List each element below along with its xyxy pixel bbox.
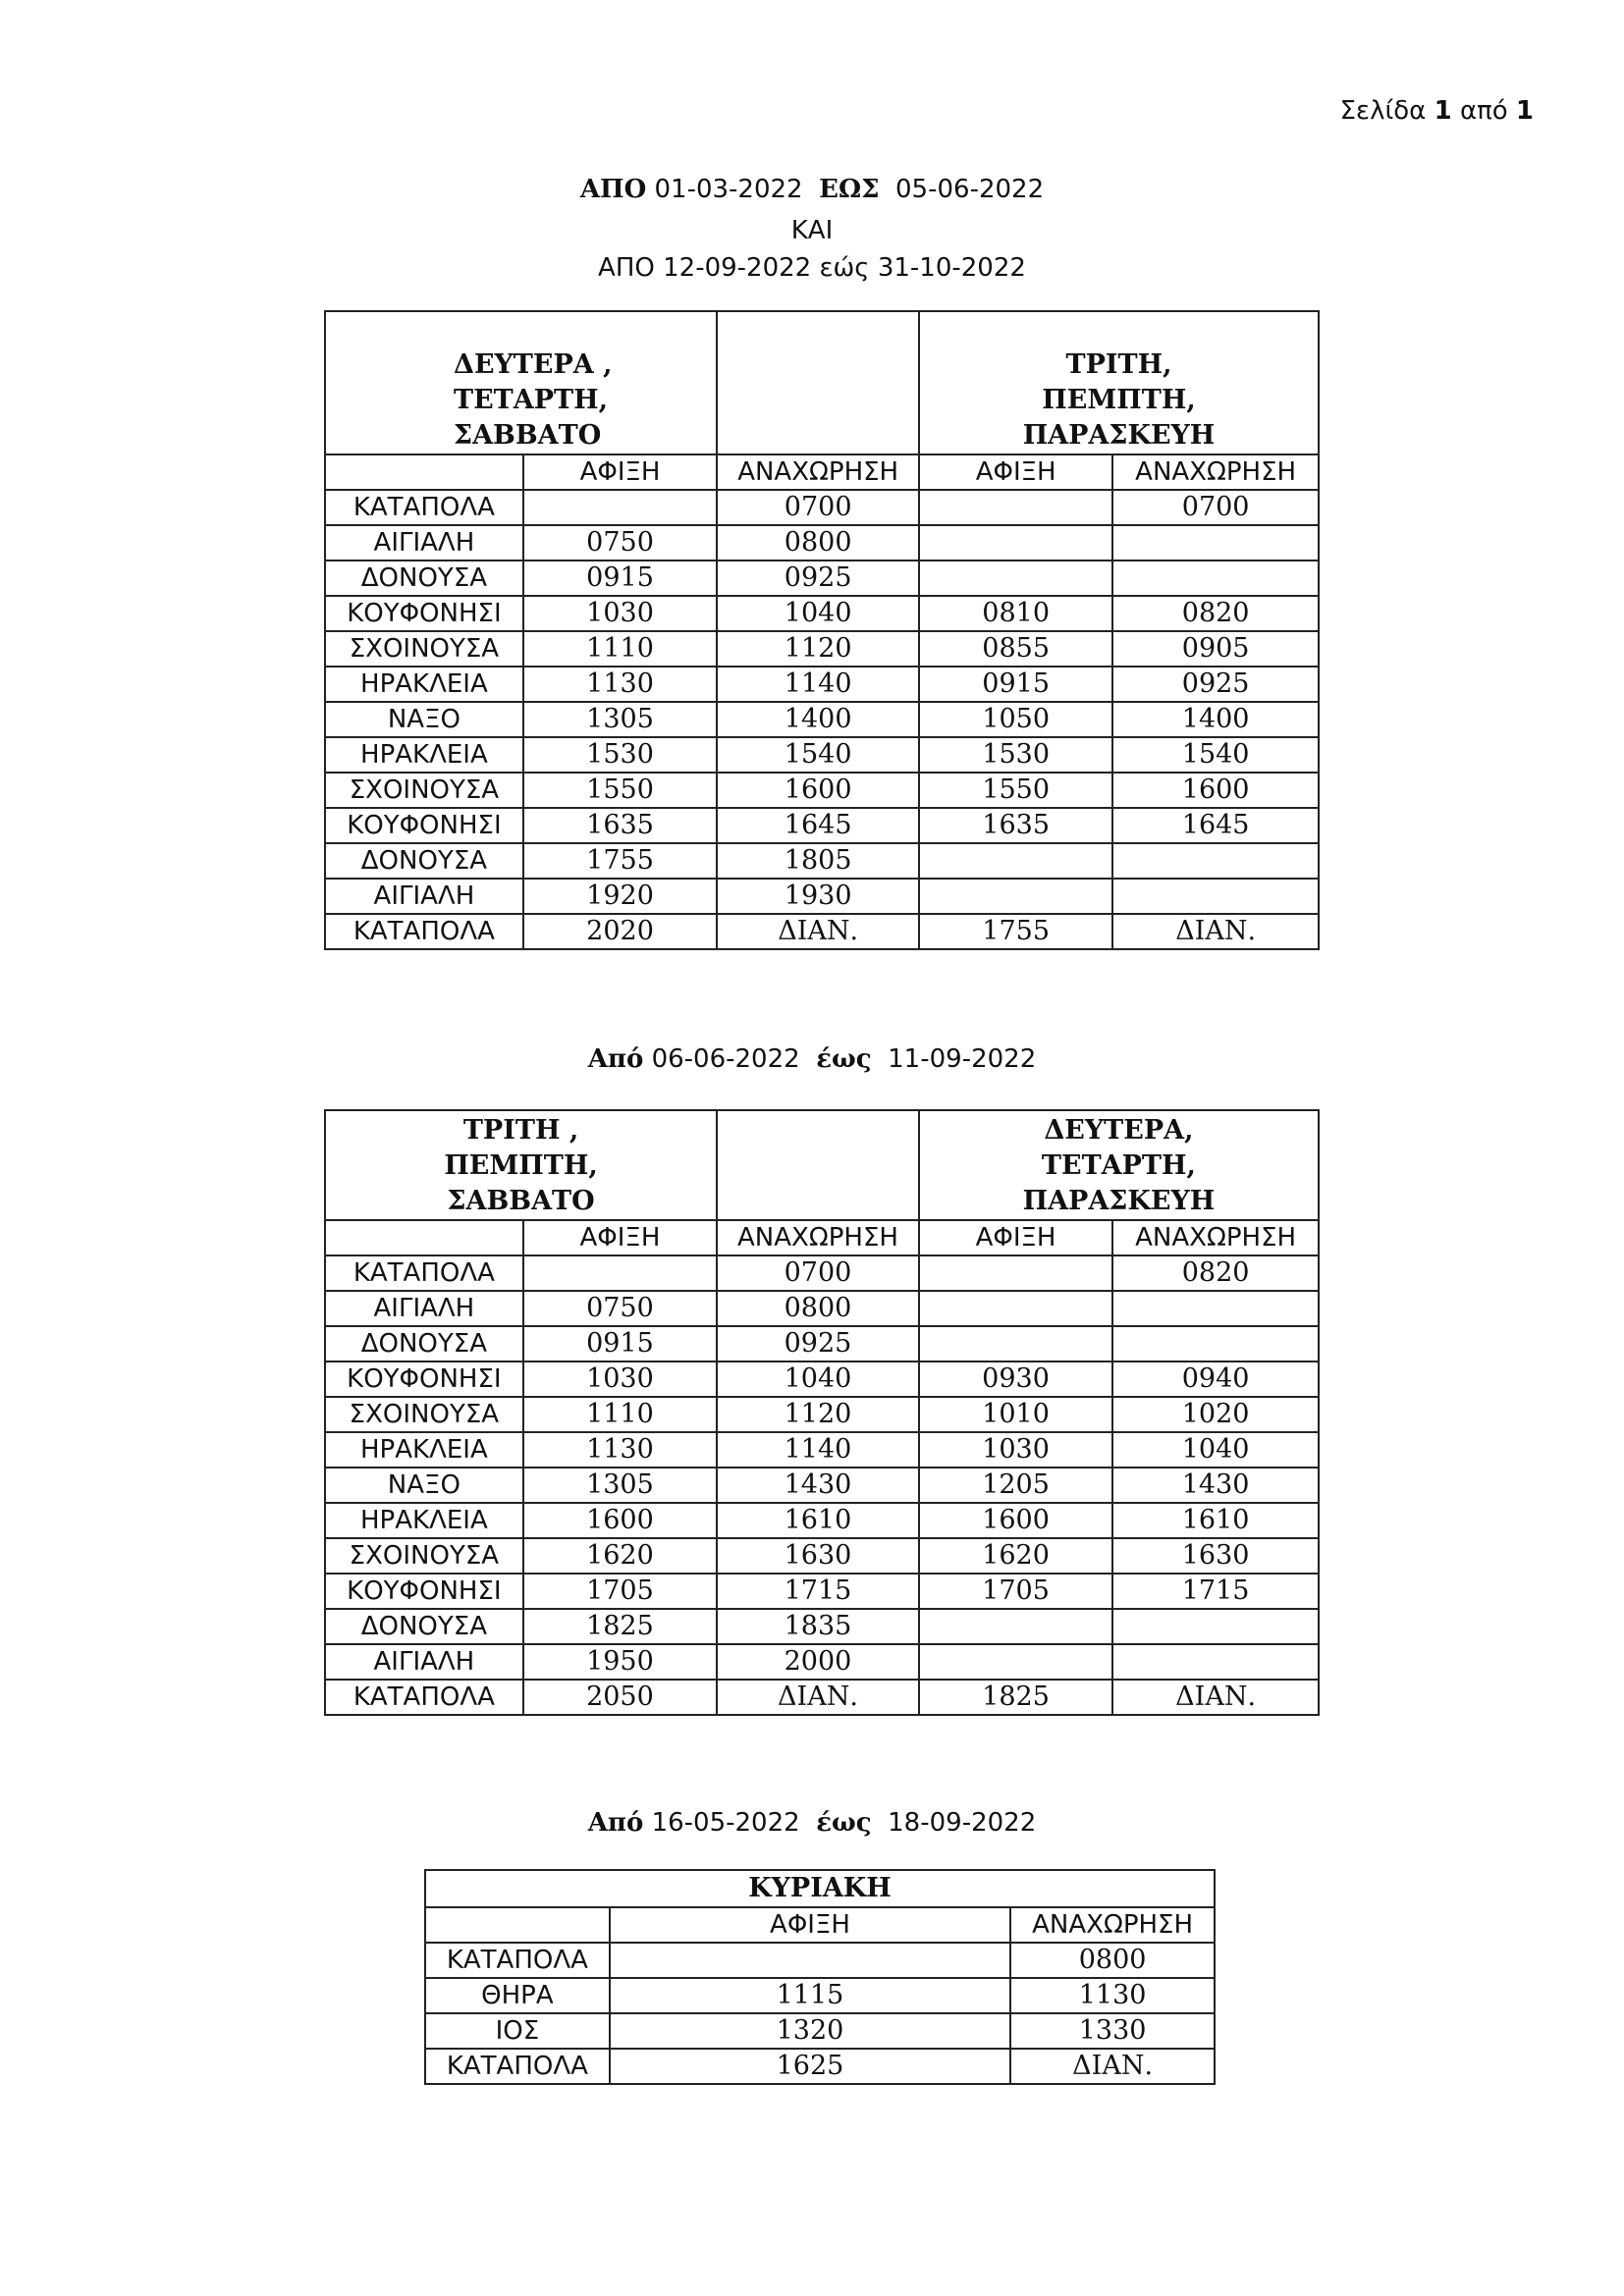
day-label: ΤΡΙΤΗ , <box>462 1115 579 1146</box>
table-row <box>325 525 1319 561</box>
time-cell: 0940 <box>1112 1362 1319 1397</box>
time-cell: 1140 <box>717 1432 919 1468</box>
time-cell: 0800 <box>1010 1943 1215 1978</box>
time-cell: 0925 <box>717 1326 919 1362</box>
section2-from-keyword: Από <box>587 1044 644 1074</box>
days-left-cell <box>325 1110 717 1220</box>
table-body <box>325 1255 1319 1715</box>
time-cell <box>1112 1644 1319 1680</box>
table-row <box>325 1362 1319 1397</box>
stop-name-cell: ΗΡΑΚΛΕΙΑ <box>325 737 523 773</box>
time-cell: 1130 <box>523 1432 717 1468</box>
time-cell: 0810 <box>919 596 1112 631</box>
column-header: ΑΝΑΧΩΡΗΣΗ <box>1112 1220 1319 1255</box>
time-cell: 1610 <box>717 1503 919 1538</box>
time-cell <box>919 1609 1112 1644</box>
section3-to-keyword: έως <box>816 1808 872 1838</box>
time-cell: 1620 <box>523 1538 717 1574</box>
page-number <box>1340 96 1534 126</box>
time-cell: 0750 <box>523 525 717 561</box>
time-cell: 1705 <box>523 1574 717 1609</box>
section3-from-keyword: Από <box>587 1808 644 1838</box>
time-cell: 0855 <box>919 631 1112 667</box>
time-cell: ΔΙΑΝ. <box>1112 1680 1319 1715</box>
time-cell <box>523 1255 717 1291</box>
time-cell: 1030 <box>523 1362 717 1397</box>
time-cell: 0700 <box>717 1255 919 1291</box>
stop-name-cell: ΗΡΑΚΛΕΙΑ <box>325 667 523 702</box>
table-row <box>325 843 1319 879</box>
schedule-table-2 <box>324 1109 1320 1716</box>
section2-from-date: 06-06-2022 <box>651 1044 800 1074</box>
time-cell: 0925 <box>717 561 919 596</box>
section3-date-range <box>0 1804 1624 1842</box>
day-label: ΣΑΒΒΑΤΟ <box>447 1186 595 1216</box>
time-cell: 1755 <box>919 914 1112 949</box>
time-cell: 1600 <box>919 1503 1112 1538</box>
time-cell: 1715 <box>1112 1574 1319 1609</box>
time-cell: 1530 <box>523 737 717 773</box>
time-cell: 0930 <box>919 1362 1112 1397</box>
table-row <box>325 1680 1319 1715</box>
stop-name-cell: ΝΑΞΟ <box>325 1468 523 1503</box>
time-cell: 1430 <box>1112 1468 1319 1503</box>
table-row <box>325 1644 1319 1680</box>
table-row <box>325 737 1319 773</box>
stop-name-cell: ΚΟΥΦΟΝΗΣΙ <box>325 808 523 843</box>
stop-name-cell: ΔΟΝΟΥΣΑ <box>325 843 523 879</box>
time-cell <box>1112 1326 1319 1362</box>
time-cell: 0915 <box>919 667 1112 702</box>
table-row <box>425 1943 1215 1978</box>
time-cell: 1630 <box>717 1538 919 1574</box>
table-day-header-row <box>425 1870 1215 1907</box>
table-row <box>325 1432 1319 1468</box>
time-cell: 1540 <box>1112 737 1319 773</box>
time-cell: 1645 <box>717 808 919 843</box>
section1-from-keyword: ΑΠΟ <box>579 175 647 204</box>
time-cell: 1600 <box>523 1503 717 1538</box>
empty-header-cell <box>717 311 919 454</box>
time-cell: 1715 <box>717 1574 919 1609</box>
time-cell: 1635 <box>523 808 717 843</box>
time-cell <box>919 1326 1112 1362</box>
stop-name-cell: ΚΑΤΑΠΟΛΑ <box>325 914 523 949</box>
table-row <box>325 1538 1319 1574</box>
stop-name-cell: ΑΙΓΙΑΛΗ <box>325 525 523 561</box>
time-cell: 1040 <box>717 596 919 631</box>
time-cell: 1550 <box>919 773 1112 808</box>
day-label: ΔΕΥΤΕΡΑ, <box>1044 1115 1194 1146</box>
time-cell: 0915 <box>523 1326 717 1362</box>
time-cell: 1320 <box>610 2013 1010 2049</box>
stop-name-cell: ΣΧΟΙΝΟΥΣΑ <box>325 773 523 808</box>
time-cell: 1130 <box>523 667 717 702</box>
time-cell: 1600 <box>717 773 919 808</box>
time-cell <box>523 490 717 525</box>
section2-to-keyword: έως <box>816 1044 872 1074</box>
time-cell <box>919 561 1112 596</box>
table-column-header-row <box>325 1220 1319 1255</box>
schedule-table-1 <box>324 310 1320 950</box>
table-row <box>325 773 1319 808</box>
table-day-header-row <box>325 1110 1319 1220</box>
table-row <box>325 1397 1319 1432</box>
column-header: ΑΝΑΧΩΡΗΣΗ <box>1010 1907 1215 1943</box>
time-cell: 2020 <box>523 914 717 949</box>
time-cell: 0905 <box>1112 631 1319 667</box>
stop-name-cell: ΣΧΟΙΝΟΥΣΑ <box>325 1538 523 1574</box>
time-cell: 1635 <box>919 808 1112 843</box>
table-body <box>325 490 1319 949</box>
time-cell <box>919 1644 1112 1680</box>
time-cell: 0915 <box>523 561 717 596</box>
column-header: ΑΝΑΧΩΡΗΣΗ <box>1112 454 1319 490</box>
day-cell: ΚΥΡΙΑΚΗ <box>425 1870 1215 1907</box>
time-cell: 1110 <box>523 1397 717 1432</box>
stop-name-cell: ΔΟΝΟΥΣΑ <box>325 1326 523 1362</box>
stop-name-cell: ΑΙΓΙΑΛΗ <box>325 1291 523 1326</box>
table-row <box>325 1503 1319 1538</box>
stop-name-cell: ΑΙΓΙΑΛΗ <box>325 1644 523 1680</box>
empty-header-cell <box>425 1907 610 1943</box>
time-cell <box>919 490 1112 525</box>
time-cell: ΔΙΑΝ. <box>1010 2049 1215 2084</box>
section1-second-range: ΑΠΟ 12-09-2022 εώς 31-10-2022 <box>598 253 1026 283</box>
table-column-header-row <box>425 1907 1215 1943</box>
stop-name-cell: ΚΟΥΦΟΝΗΣΙ <box>325 596 523 631</box>
table-row <box>325 914 1319 949</box>
stop-name-cell: ΘΗΡΑ <box>425 1978 610 2013</box>
stop-name-cell: ΚΑΤΑΠΟΛΑ <box>325 1255 523 1291</box>
stop-name-cell: ΑΙΓΙΑΛΗ <box>325 879 523 914</box>
table-row <box>325 1574 1319 1609</box>
section3-to-date: 18-09-2022 <box>888 1808 1037 1838</box>
table-row <box>325 1291 1319 1326</box>
section2-date-range <box>0 1041 1624 1078</box>
time-cell: 1110 <box>523 631 717 667</box>
stop-name-cell: ΚΑΤΑΠΟΛΑ <box>425 2049 610 2084</box>
days-left-cell <box>325 311 717 454</box>
table-row <box>325 667 1319 702</box>
table-row <box>425 2049 1215 2084</box>
time-cell: 1755 <box>523 843 717 879</box>
time-cell: 1140 <box>717 667 919 702</box>
day-label: ΣΑΒΒΑΤΟ <box>454 420 602 451</box>
section2-to-date: 11-09-2022 <box>888 1044 1037 1074</box>
stop-name-cell: ΔΟΝΟΥΣΑ <box>325 561 523 596</box>
table-row <box>325 596 1319 631</box>
stop-name-cell: ΝΑΞΟ <box>325 702 523 737</box>
stop-name-cell: ΙΟΣ <box>425 2013 610 2049</box>
time-cell: 1400 <box>1112 702 1319 737</box>
stop-name-cell: ΚΑΤΑΠΟΛΑ <box>325 490 523 525</box>
time-cell: 1010 <box>919 1397 1112 1432</box>
time-cell: 1920 <box>523 879 717 914</box>
stop-name-cell: ΔΟΝΟΥΣΑ <box>325 1609 523 1644</box>
time-cell: 1020 <box>1112 1397 1319 1432</box>
time-cell <box>1112 1291 1319 1326</box>
time-cell: 1930 <box>717 879 919 914</box>
day-label: ΔΕΥΤΕΡΑ , <box>454 349 613 380</box>
time-cell: 1040 <box>717 1362 919 1397</box>
time-cell <box>1112 561 1319 596</box>
column-header: ΑΦΙΞΗ <box>523 1220 717 1255</box>
table-column-header-row <box>325 454 1319 490</box>
time-cell <box>919 1255 1112 1291</box>
time-cell: 2000 <box>717 1644 919 1680</box>
day-label: ΠΑΡΑΣΚΕΥΗ <box>1022 420 1216 451</box>
empty-header-cell <box>717 1110 919 1220</box>
time-cell: 1330 <box>1010 2013 1215 2049</box>
section3-from-date: 16-05-2022 <box>651 1808 800 1838</box>
time-cell: 1040 <box>1112 1432 1319 1468</box>
time-cell: 1030 <box>523 596 717 631</box>
stop-name-cell: ΚΟΥΦΟΝΗΣΙ <box>325 1574 523 1609</box>
time-cell: 1705 <box>919 1574 1112 1609</box>
table-row <box>325 561 1319 596</box>
time-cell: 0750 <box>523 1291 717 1326</box>
time-cell: 1305 <box>523 1468 717 1503</box>
page-of-label: από <box>1459 96 1508 126</box>
time-cell: ΔΙΑΝ. <box>1112 914 1319 949</box>
column-header: ΑΦΙΞΗ <box>919 1220 1112 1255</box>
time-cell: 0820 <box>1112 1255 1319 1291</box>
page-total: 1 <box>1515 96 1534 126</box>
table-row <box>425 2013 1215 2049</box>
time-cell <box>1112 525 1319 561</box>
day-label: ΤΕΤΑΡΤΗ, <box>1041 1150 1196 1181</box>
page-label: Σελίδα <box>1339 96 1427 126</box>
column-header: ΑΦΙΞΗ <box>919 454 1112 490</box>
time-cell: 1645 <box>1112 808 1319 843</box>
stop-name-cell: ΗΡΑΚΛΕΙΑ <box>325 1503 523 1538</box>
table-row <box>325 490 1319 525</box>
table-row <box>325 702 1319 737</box>
day-label: ΠΑΡΑΣΚΕΥΗ <box>1022 1186 1216 1216</box>
stop-name-cell: ΚΑΤΑΠΟΛΑ <box>425 1943 610 1978</box>
time-cell <box>919 525 1112 561</box>
section1-to-keyword: ΕΩΣ <box>819 175 880 204</box>
time-cell: 0925 <box>1112 667 1319 702</box>
section1-to-date: 05-06-2022 <box>895 175 1045 204</box>
column-header: ΑΝΑΧΩΡΗΣΗ <box>717 454 919 490</box>
time-cell: 1430 <box>717 1468 919 1503</box>
time-cell: 1625 <box>610 2049 1010 2084</box>
stop-name-cell: ΚΑΤΑΠΟΛΑ <box>325 1680 523 1715</box>
time-cell: 1835 <box>717 1609 919 1644</box>
table-row <box>325 808 1319 843</box>
time-cell: ΔΙΑΝ. <box>717 1680 919 1715</box>
page-current: 1 <box>1434 96 1452 126</box>
stop-name-cell: ΗΡΑΚΛΕΙΑ <box>325 1432 523 1468</box>
section1-from-date: 01-03-2022 <box>654 175 803 204</box>
time-cell: 1825 <box>523 1609 717 1644</box>
time-cell: 1120 <box>717 1397 919 1432</box>
time-cell: 2050 <box>523 1680 717 1715</box>
time-cell: 1610 <box>1112 1503 1319 1538</box>
time-cell <box>919 879 1112 914</box>
time-cell: 1825 <box>919 1680 1112 1715</box>
table-row <box>325 1255 1319 1291</box>
time-cell <box>919 843 1112 879</box>
time-cell: 1805 <box>717 843 919 879</box>
time-cell: 0800 <box>717 1291 919 1326</box>
day-label: ΤΡΙΤΗ, <box>1065 349 1172 380</box>
time-cell: 1305 <box>523 702 717 737</box>
time-cell: 1630 <box>1112 1538 1319 1574</box>
time-cell: ΔΙΑΝ. <box>717 914 919 949</box>
time-cell <box>1112 1609 1319 1644</box>
stop-name-cell: ΣΧΟΙΝΟΥΣΑ <box>325 1397 523 1432</box>
time-cell <box>610 1943 1010 1978</box>
time-cell: 0700 <box>1112 490 1319 525</box>
time-cell: 0800 <box>717 525 919 561</box>
table-row <box>325 1468 1319 1503</box>
time-cell: 1620 <box>919 1538 1112 1574</box>
schedule-table-3 <box>424 1869 1216 2085</box>
table-row <box>425 1978 1215 2013</box>
table-body <box>425 1943 1215 2084</box>
time-cell: 1600 <box>1112 773 1319 808</box>
empty-header-cell <box>325 454 523 490</box>
time-cell: 1540 <box>717 737 919 773</box>
column-header: ΑΦΙΞΗ <box>523 454 717 490</box>
column-header: ΑΝΑΧΩΡΗΣΗ <box>717 1220 919 1255</box>
stop-name-cell: ΚΟΥΦΟΝΗΣΙ <box>325 1362 523 1397</box>
table-row <box>325 631 1319 667</box>
time-cell: 1030 <box>919 1432 1112 1468</box>
time-cell: 1950 <box>523 1644 717 1680</box>
time-cell <box>919 1291 1112 1326</box>
time-cell: 1550 <box>523 773 717 808</box>
time-cell: 1050 <box>919 702 1112 737</box>
day-label: ΠΕΜΠΤΗ, <box>1042 385 1196 415</box>
section1-and-text: ΚΑΙ <box>790 216 834 245</box>
section1-date-range <box>0 171 1624 208</box>
time-cell: 1130 <box>1010 1978 1215 2013</box>
column-header: ΑΦΙΞΗ <box>610 1907 1010 1943</box>
time-cell: 0820 <box>1112 596 1319 631</box>
stop-name-cell: ΣΧΟΙΝΟΥΣΑ <box>325 631 523 667</box>
time-cell: 1400 <box>717 702 919 737</box>
day-label: ΠΕΜΠΤΗ, <box>444 1150 598 1181</box>
time-cell: 1120 <box>717 631 919 667</box>
time-cell: 1115 <box>610 1978 1010 2013</box>
time-cell: 1530 <box>919 737 1112 773</box>
time-cell <box>1112 843 1319 879</box>
time-cell <box>1112 879 1319 914</box>
table-day-header-row <box>325 311 1319 454</box>
table-row <box>325 1326 1319 1362</box>
days-right-cell <box>919 311 1319 454</box>
table-row <box>325 1609 1319 1644</box>
table-row <box>325 879 1319 914</box>
time-cell: 1205 <box>919 1468 1112 1503</box>
time-cell: 0700 <box>717 490 919 525</box>
empty-header-cell <box>325 1220 523 1255</box>
day-label: ΤΕΤΑΡΤΗ, <box>454 385 609 415</box>
days-right-cell <box>919 1110 1319 1220</box>
